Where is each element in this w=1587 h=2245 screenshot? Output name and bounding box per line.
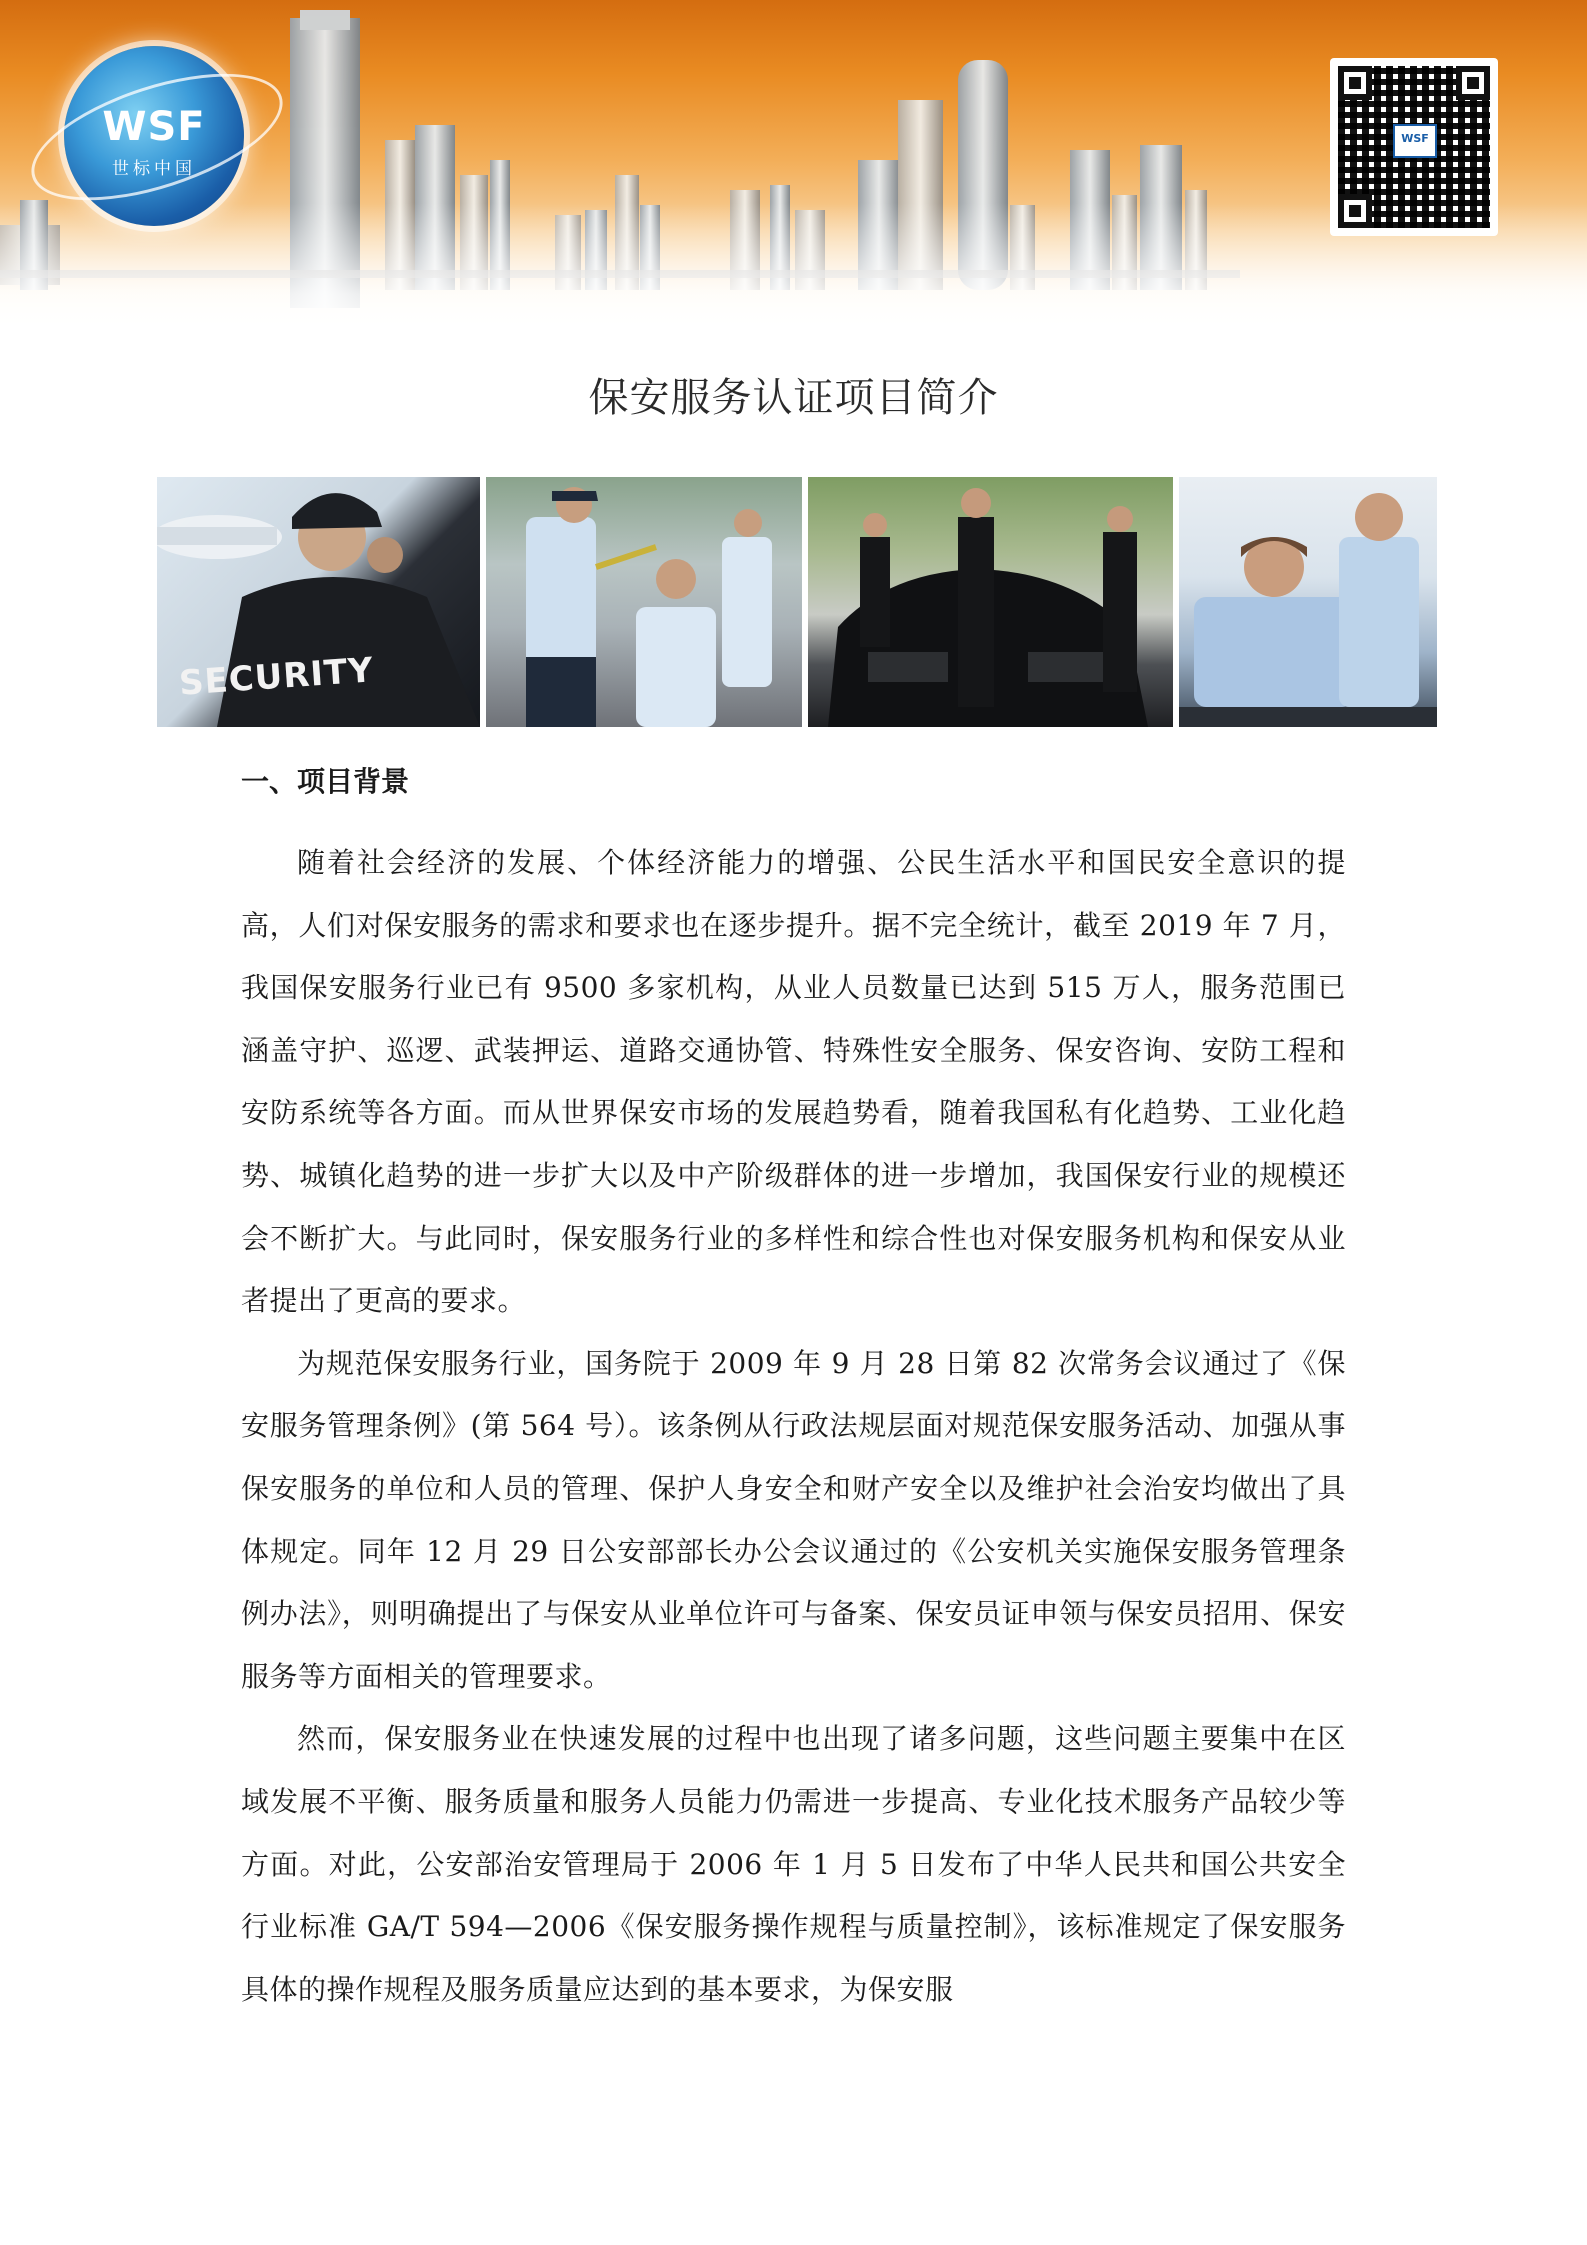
section-heading-background: 一、项目背景 — [241, 765, 410, 798]
qr-code-pattern — [1338, 66, 1490, 228]
security-jacket-label: SECURITY — [177, 650, 376, 704]
qr-finder-top-left — [1338, 66, 1372, 100]
paragraph-3: 然而，保安服务业在快速发展的过程中也出现了诸多问题，这些问题主要集中在区域发展不平衡、服务质量和服务人员能力仍需进一步提高、专业化技术服务产品较少等方面。对此，公安部治安管理局于 2006 年 1 月 5 日发布了中华人民共和国公共安全行业标准 GA/T 594—2006《保安服务操作规程与质量控制》，该标准规定了保安服务具体的操作规程及服务质量应达到的基本要求，为保安服 — [241, 1722, 1346, 2006]
paragraph-2: 为规范保安服务行业，国务院于 2009 年 9 月 28 日第 82 次常务会议通过了《保安服务管理条例》(第 564 号）。该条例从行政法规层面对规范保安服务活动、加强从事保安服务的单位和人员的管理、保护人身安全和财产安全以及维护社会治安均做出了具体规定。同年 12 月 29 日公安部部长办公会议通过的《公安机关实施保安服务管理条例办法》，则明确提出了与保安从业单位许可与备案、保安员证申领与保安员招用、保安服务等方面相关的管理要求。 — [241, 1346, 1346, 1693]
header-banner — [0, 0, 1587, 333]
photo-strip — [157, 477, 1437, 727]
qr-finder-bottom-left — [1338, 194, 1372, 228]
wsf-logo — [64, 46, 244, 226]
qr-center-logo: WSF — [1393, 124, 1437, 158]
car-bodyguards-scene — [808, 477, 1173, 727]
logo-subtitle: 世标中国 — [112, 159, 196, 179]
bodyguards-car-photo — [808, 477, 1173, 727]
qr-code-icon — [1330, 58, 1498, 236]
monitoring-room-photo — [1179, 477, 1437, 727]
security-screening-photo — [486, 477, 802, 727]
qr-finder-top-right — [1456, 66, 1490, 100]
page-title: 保安服务认证项目简介 — [588, 375, 999, 421]
document-body — [241, 762, 1346, 2021]
monitoring-scene — [1179, 477, 1437, 727]
logo-mark: WSF — [102, 104, 206, 150]
security-guard-earpiece-photo — [157, 477, 480, 727]
paragraph-1: 随着社会经济的发展、个体经济能力的增强、公民生活水平和国民安全意识的提高，人们对保安服务的需求和要求也在逐步提升。据不完全统计，截至 2019 年 7 月，我国保安服务行业已有 9500 多家机构，从业人员数量已达到 515 万人，服务范围已涵盖守护、巡逻、武装押运、道路交通协管、特殊性安全服务、保安咨询、安防工程和安防系统等各方面。而从世界保安市场的发展趋势看，随着我国私有化趋势、工业化趋势、城镇化趋势的进一步扩大以及中产阶级群体的进一步增加，我国保安行业的规模还会不断扩大。与此同时，保安服务行业的多样性和综合性也对保安服务机构和保安从业者提出了更高的要求。 — [241, 846, 1346, 1318]
screening-scene — [486, 477, 802, 727]
